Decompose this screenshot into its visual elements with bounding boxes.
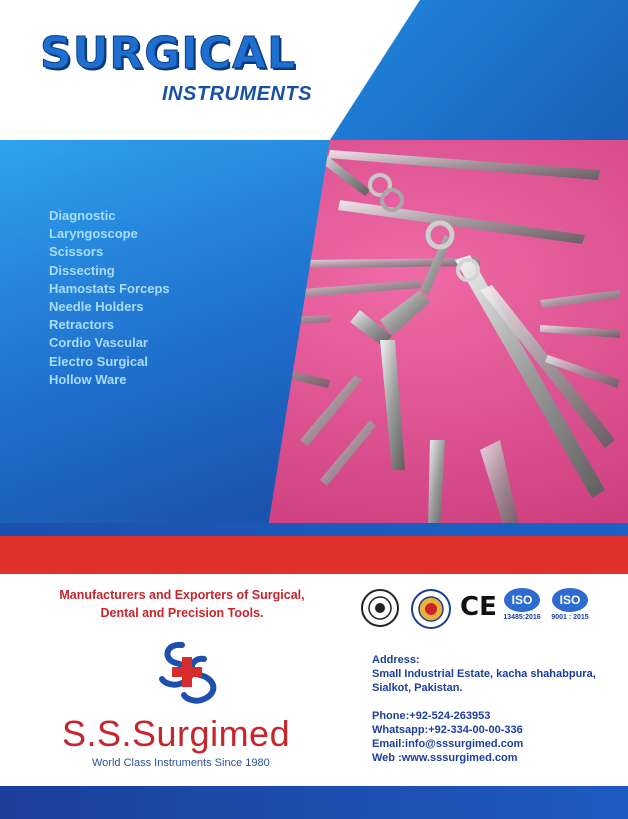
- company-slogan: World Class Instruments Since 1980: [92, 757, 270, 769]
- category-list: [49, 207, 170, 389]
- company-name: S.S.Surgimed: [62, 713, 291, 754]
- footer-bar: [0, 786, 628, 819]
- category-item: Hollow Ware: [49, 371, 127, 387]
- address-label: Address:: [372, 654, 420, 666]
- association-seal-icon: [410, 588, 452, 630]
- iso-9001-label: ISO: [552, 588, 588, 612]
- tagline-line-1: Manufacturers and Exporters of Surgical,: [59, 588, 305, 602]
- email-link[interactable]: Email:info@sssurgimed.com: [372, 738, 524, 750]
- iso-13485-badge: [502, 588, 542, 621]
- category-item: Laryngoscope: [49, 226, 138, 242]
- phone-number[interactable]: Phone:+92-524-263953: [372, 710, 491, 722]
- category-item: Diagnostic: [49, 208, 116, 223]
- category-item: Needle Holders: [49, 299, 144, 315]
- certification-badges: [360, 588, 600, 630]
- iso-9001-code: 9001 : 2015: [551, 614, 589, 621]
- web-link[interactable]: Web :www.sssurgimed.com: [372, 752, 518, 764]
- category-item: Scissors: [49, 244, 104, 260]
- blue-separator: [0, 523, 628, 537]
- category-item: Electro Surgical: [49, 353, 148, 369]
- ce-mark: CE: [460, 592, 497, 622]
- brochure-title: SURGICAL: [40, 28, 297, 79]
- brochure-subtitle: INSTRUMENTS: [162, 83, 312, 105]
- category-item: Retractors: [49, 317, 115, 333]
- contact-spacer: [372, 695, 596, 709]
- iso-9001-badge: [550, 588, 590, 621]
- red-stripe: [0, 536, 628, 574]
- address-line-1: Small Industrial Estate, kacha shahabpura,: [372, 668, 596, 680]
- address-line-2: Sialkot, Pakistan.: [372, 682, 463, 694]
- whatsapp-number[interactable]: Whatsapp:+92-334-00-00-336: [372, 724, 523, 736]
- contact-block: [372, 653, 596, 765]
- company-logo-icon: [152, 637, 232, 707]
- iso-13485-code: 13485:2016: [503, 614, 541, 621]
- category-item: Dissecting: [49, 262, 115, 278]
- iso-13485-label: ISO: [504, 588, 540, 612]
- tagline: [42, 586, 322, 622]
- tagline-line-2: Dental and Precision Tools.: [100, 606, 264, 620]
- category-item: Hamostats Forceps: [49, 280, 170, 296]
- category-item: Cordio Vascular: [49, 335, 148, 351]
- chamber-seal-icon: [360, 588, 400, 628]
